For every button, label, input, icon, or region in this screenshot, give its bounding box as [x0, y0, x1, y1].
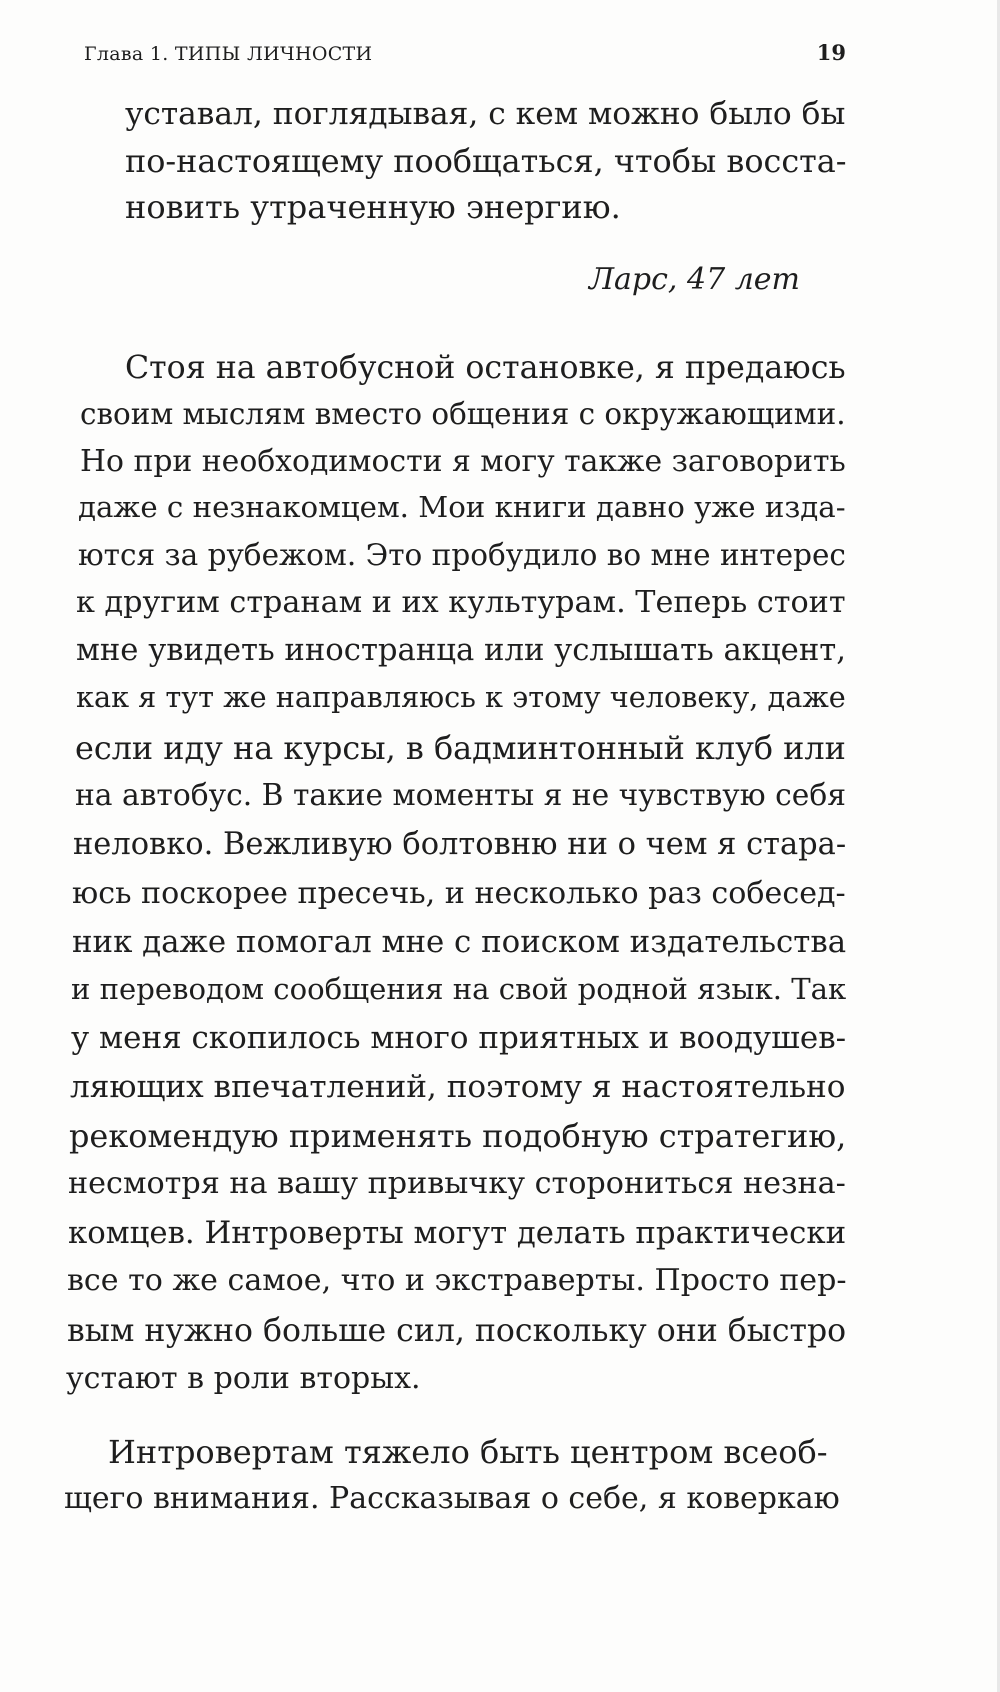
- text-line: ник даже помогал мне с поиском издательства: [72, 924, 847, 960]
- text-line: рекомендую применять подобную стратегию,: [69, 1117, 847, 1155]
- text-line: устают в роли вторых.: [66, 1361, 421, 1396]
- quote-line: по-настоящему пообщаться, чтобы восста-: [125, 142, 847, 180]
- chapter-title: Глава 1. ТИПЫ ЛИЧНОСТИ: [84, 43, 373, 65]
- text-line: вым нужно больше сил, поскольку они быстро: [67, 1313, 847, 1349]
- text-line: Но при необходимости я могу также заговорить: [80, 444, 846, 479]
- text-line: неловко. Вежливую болтовню ни о чем я стара-: [73, 827, 847, 862]
- text-line: на автобус. В такие моменты я не чувствую себя: [75, 778, 846, 813]
- text-line: как я тут же направляюсь к этому человеку, даже: [76, 680, 846, 714]
- text-line: юсь поскорее пресечь, и несколько раз собесед-: [72, 876, 846, 911]
- quote-signature: Ларс, 47 лет: [588, 262, 800, 297]
- running-head: [84, 40, 846, 65]
- text-line: Стоя на автобусной остановке, я предаюсь: [125, 350, 846, 386]
- text-line: мне увидеть иностранца или услышать акцент,: [76, 633, 846, 668]
- text-line: ются за рубежом. Это пробудило во мне интерес: [78, 538, 846, 572]
- quote-line: новить утраченную энергию.: [125, 188, 621, 226]
- text-line: если иду на курсы, в бадминтонный клуб или: [75, 729, 846, 767]
- text-line: Интровертам тяжело быть центром всеоб-: [108, 1433, 828, 1471]
- text-line: комцев. Интроверты могут делать практически: [68, 1215, 847, 1251]
- text-line: все то же самое, что и экстраверты. Просто пер-: [67, 1263, 847, 1298]
- quote-line: уставал, поглядывая, с кем можно было бы: [125, 96, 846, 132]
- text-line: к другим странам и их культурам. Теперь стоит: [76, 585, 846, 620]
- text-line: и переводом сообщения на свой родной язык. Так: [71, 972, 847, 1006]
- page-number: 19: [816, 40, 846, 65]
- text-line: ляющих впечатлений, поэтому я настоятельно: [70, 1069, 846, 1105]
- text-line: несмотря на вашу привычку сторониться незна-: [68, 1166, 846, 1201]
- text-line: своим мыслям вместо общения с окружающими.: [80, 397, 846, 431]
- text-line: даже с незнакомцем. Мои книги давно уже изда-: [78, 490, 846, 524]
- text-line: щего внимания. Рассказывая о себе, я коверкаю: [64, 1481, 840, 1516]
- text-line: у меня скопилось много приятных и воодушев-: [71, 1020, 847, 1056]
